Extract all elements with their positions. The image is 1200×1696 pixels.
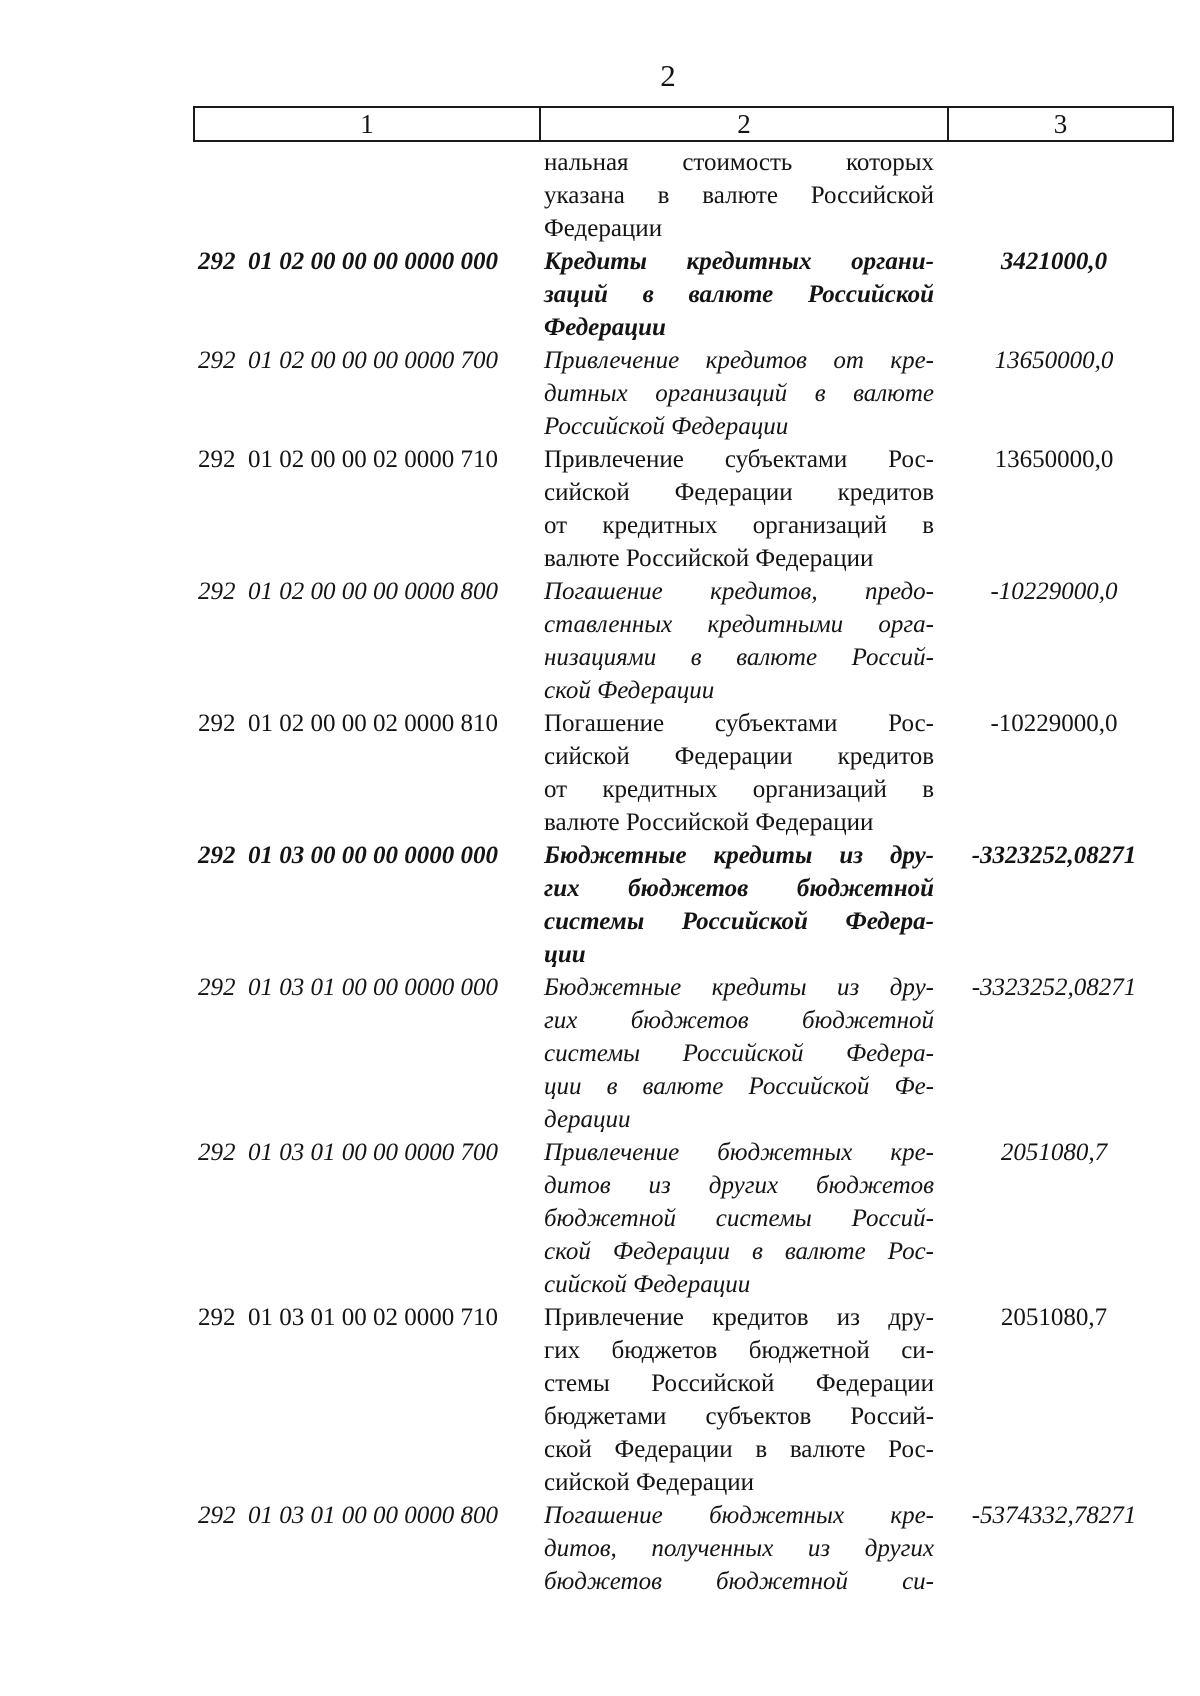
row-description-line: Привлечение кредитов из дру- <box>544 1304 934 1331</box>
row-code-prefix: 292 <box>198 347 236 374</box>
row-description-line: Российской Федерации <box>544 413 789 440</box>
table-row <box>0 344 1200 443</box>
row-description-line: стемы Российской Федерации <box>544 1370 934 1397</box>
row-description-line: гих бюджетов бюджетной <box>544 875 934 902</box>
row-description-line: заций в валюте Российской <box>544 281 934 308</box>
row-code <box>198 1499 536 1532</box>
row-code <box>198 1301 536 1334</box>
row-amount: 2051080,7 <box>1000 1304 1108 1331</box>
table-row <box>0 575 1200 707</box>
row-description-line: сийской Федерации <box>544 1271 751 1298</box>
table-body <box>0 146 1200 1598</box>
table-row <box>0 146 1200 245</box>
row-description-line: Привлечение бюджетных кре- <box>544 1139 934 1166</box>
row-code <box>198 146 536 179</box>
table-row <box>0 443 1200 575</box>
row-code-prefix: 292 <box>198 842 236 869</box>
row-amount: -10229000,0 <box>990 578 1118 605</box>
row-description-line: низациями в валюте Россий- <box>544 644 934 671</box>
row-description-line: гих бюджетов бюджетной си- <box>544 1337 934 1364</box>
row-description-line: Кредиты кредитных органи- <box>544 248 934 275</box>
row-description-line: дитных организаций в валюте <box>544 380 934 407</box>
row-code-prefix: 292 <box>198 974 236 1001</box>
table-row <box>0 245 1200 344</box>
row-code-number: 01 02 00 00 00 0000 700 <box>248 347 498 374</box>
table-row <box>0 971 1200 1136</box>
row-description-line: бюджетной системы Россий- <box>544 1205 934 1232</box>
row-amount: 3421000,0 <box>1000 248 1108 275</box>
row-amount: 13650000,0 <box>994 347 1114 374</box>
row-code-prefix: 292 <box>198 710 236 737</box>
table-row <box>0 839 1200 971</box>
row-code-number: 01 02 00 00 02 0000 710 <box>248 446 498 473</box>
row-description-line: системы Российской Федера- <box>544 908 934 935</box>
row-description-line: Погашение бюджетных кре- <box>544 1502 934 1529</box>
row-description-line: Погашение субъектами Рос- <box>544 710 934 737</box>
row-description-line: ской Федерации в валюте Рос- <box>544 1436 934 1463</box>
row-code-prefix: 292 <box>198 1139 236 1166</box>
row-description-line: Бюджетные кредиты из дру- <box>544 974 934 1001</box>
row-description <box>544 344 934 443</box>
header-col-3: 3 <box>1053 109 1068 139</box>
row-description-line: ской Федерации в валюте Рос- <box>544 1238 934 1265</box>
row-description <box>544 245 934 344</box>
row-amount: -10229000,0 <box>990 710 1118 737</box>
row-description-line: Привлечение субъектами Рос- <box>544 446 934 473</box>
row-code <box>198 1136 536 1169</box>
row-description-line: Привлечение кредитов от кре- <box>544 347 934 374</box>
row-description <box>544 707 934 839</box>
row-code-number: 01 02 00 00 02 0000 810 <box>248 710 498 737</box>
row-code-number: 01 02 00 00 00 0000 000 <box>248 248 498 275</box>
row-code <box>198 344 536 377</box>
row-description-line: ской Федерации <box>544 677 715 704</box>
row-description-line: ставленных кредитными орга- <box>544 611 934 638</box>
row-code-number: 01 03 01 00 00 0000 700 <box>248 1139 498 1166</box>
row-code-prefix: 292 <box>198 1304 236 1331</box>
row-description-line: от кредитных организаций в <box>544 512 934 539</box>
row-description <box>544 1301 934 1499</box>
row-description <box>544 971 934 1136</box>
row-code-prefix: 292 <box>198 578 236 605</box>
row-code <box>198 971 536 1004</box>
row-amount: -3323252,08271 <box>971 842 1137 869</box>
page-number: 2 <box>660 58 676 93</box>
row-description-line: Федерации <box>544 215 663 242</box>
row-description-line: дитов из других бюджетов <box>544 1172 934 1199</box>
row-description-line: дитов, полученных из других <box>544 1535 934 1562</box>
row-description-line: сийской Федерации <box>544 1469 755 1496</box>
row-code-prefix: 292 <box>198 248 236 275</box>
row-code <box>198 839 536 872</box>
row-description-line: сийской Федерации кредитов <box>544 743 934 770</box>
row-code <box>198 245 536 278</box>
row-description-line: от кредитных организаций в <box>544 776 934 803</box>
row-description-line: ции <box>544 941 586 968</box>
row-description-line: нальная стоимость которых <box>544 149 934 176</box>
row-description-line: валюте Российской Федерации <box>544 809 874 836</box>
row-description <box>544 1136 934 1301</box>
row-code <box>198 707 536 740</box>
row-description <box>544 443 934 575</box>
row-code-number: 01 03 01 00 00 0000 000 <box>248 974 498 1001</box>
row-description-line: ции в валюте Российской Фе- <box>544 1073 934 1100</box>
table-header <box>193 106 1174 142</box>
row-description <box>544 839 934 971</box>
row-description-line: указана в валюте Российской <box>544 182 934 209</box>
row-code-prefix: 292 <box>198 1502 236 1529</box>
row-description-line: валюте Российской Федерации <box>544 545 874 572</box>
row-amount: 13650000,0 <box>994 446 1114 473</box>
row-code <box>198 575 536 608</box>
row-description-line: бюджетов бюджетной си- <box>544 1568 934 1595</box>
row-code-number: 01 03 00 00 00 0000 000 <box>248 842 498 869</box>
row-code-number: 01 03 01 00 02 0000 710 <box>248 1304 498 1331</box>
header-col-1: 1 <box>195 108 541 140</box>
row-description-line: дерации <box>544 1106 631 1133</box>
row-amount: 2051080,7 <box>1000 1139 1108 1166</box>
table-row <box>0 1136 1200 1301</box>
row-amount: -5374332,78271 <box>971 1502 1137 1529</box>
table-row <box>0 1499 1200 1598</box>
header-col-2: 2 <box>541 108 949 140</box>
row-description-line: Бюджетные кредиты из дру- <box>544 842 934 869</box>
row-description <box>544 146 934 245</box>
row-description-line: Федерации <box>544 314 666 341</box>
row-description-line: системы Российской Федера- <box>544 1040 934 1067</box>
row-description-line: гих бюджетов бюджетной <box>544 1007 934 1034</box>
row-description-line: бюджетами субъектов Россий- <box>544 1403 934 1430</box>
row-code-prefix: 292 <box>198 446 236 473</box>
row-description <box>544 575 934 707</box>
row-description-line: Погашение кредитов, предо- <box>544 578 934 605</box>
row-code <box>198 443 536 476</box>
row-description-line: сийской Федерации кредитов <box>544 479 934 506</box>
row-amount: -3323252,08271 <box>971 974 1137 1001</box>
row-code-number: 01 02 00 00 00 0000 800 <box>248 578 498 605</box>
table-row <box>0 1301 1200 1499</box>
table-row <box>0 707 1200 839</box>
row-code-number: 01 03 01 00 00 0000 800 <box>248 1502 498 1529</box>
row-description <box>544 1499 934 1598</box>
